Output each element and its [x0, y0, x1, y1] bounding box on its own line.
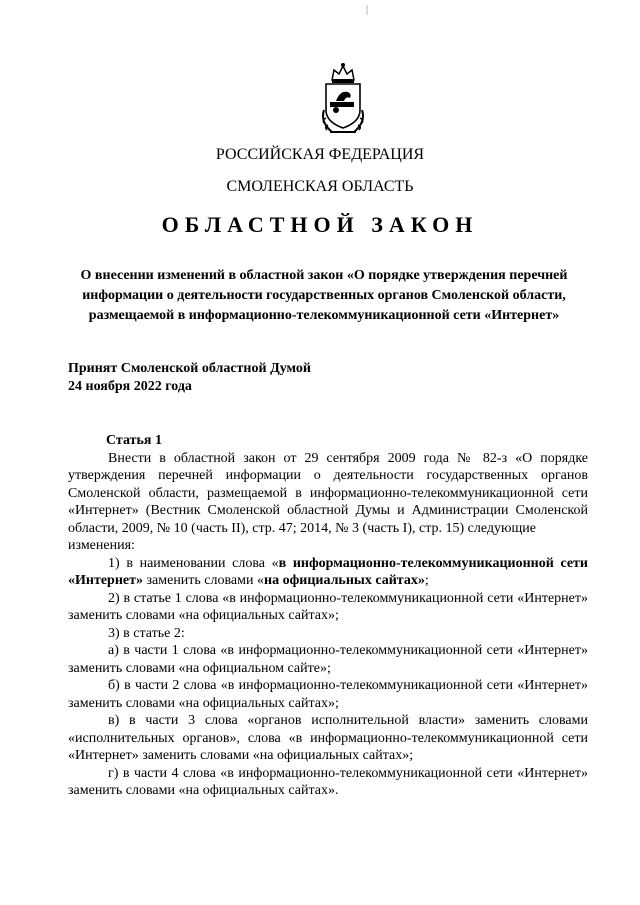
- amendment-item-3d: г) в части 4 слова «в информационно-телекоммуникационной сети «Интернет» заменить словами «на официальных сайтах».: [68, 765, 588, 798]
- adoption-block: [68, 360, 311, 396]
- article-heading: Статья 1: [106, 433, 162, 448]
- amendment-item-1-old: в информационно-телекоммуникационной сети «Интернет»: [68, 555, 588, 588]
- amendment-item-1-prefix: 1) в наименовании слова «: [108, 555, 279, 571]
- article-intro: Внести в областной закон от 29 сентября 2009 года № 82-з «О порядке утверждения перечней информации о деятельности государственных органов Смоленской области, размещаемой в информационно-телекоммуникационной сети «Интернет» (Вестник Смоленской областной Думы и Администрации Смоленской области, 2009, № 10 (часть II), стр. 47; 2014, № 3 (часть I), стр. 15) следующие: [68, 450, 588, 536]
- amendment-item-1-end: ;: [424, 573, 429, 588]
- document-type-title: ОБЛАСТНОЙ ЗАКОН: [161, 212, 479, 237]
- adoption-date: 24 ноября 2022 года: [68, 379, 192, 394]
- amendment-item-1: [68, 555, 588, 590]
- smolensk-coat-of-arms-icon: [318, 60, 368, 138]
- country-heading: РОССИЙСКАЯ ФЕДЕРАЦИЯ: [215, 146, 425, 163]
- adoption-body: Принят Смоленской областной Думой: [68, 361, 311, 376]
- amendment-item-1-mid: заменить словами «: [143, 573, 264, 588]
- article-body: [68, 432, 588, 800]
- amendment-item-2: 2) в статье 1 слова «в информационно-телекоммуникационной сети «Интернет» заменить словами «на официальных сайтах»;: [68, 590, 588, 623]
- amendment-item-3b: б) в части 2 слова «в информационно-телекоммуникационной сети «Интернет» заменить словами «на официальных сайтах»;: [68, 678, 588, 711]
- amendment-item-3: 3) в статье 2:: [108, 625, 185, 641]
- region-heading: СМОЛЕНСКАЯ ОБЛАСТЬ: [226, 178, 414, 195]
- amendment-item-1-new: на официальных сайтах»: [264, 573, 425, 588]
- scan-mark: |: [366, 4, 369, 15]
- amendment-item-3c: в) в части 3 слова «органов исполнительной власти» заменить словами «исполнительных органов», слова «в информационно-телекоммуникационной сети «Интернет» заменить словами «на официальных сайтах»;: [68, 713, 588, 763]
- article-intro-end: изменения:: [68, 538, 135, 553]
- amendment-item-3a: а) в части 1 слова «в информационно-телекоммуникационной сети «Интернет» заменить словами «на официальном сайте»;: [68, 643, 588, 676]
- law-subject: О внесении изменений в областной закон «О порядке утверждения перечней информации о деятельности государственных органов Смоленской области, размещаемой в информационно-телекоммуникационной сети «Интернет»: [80, 268, 568, 323]
